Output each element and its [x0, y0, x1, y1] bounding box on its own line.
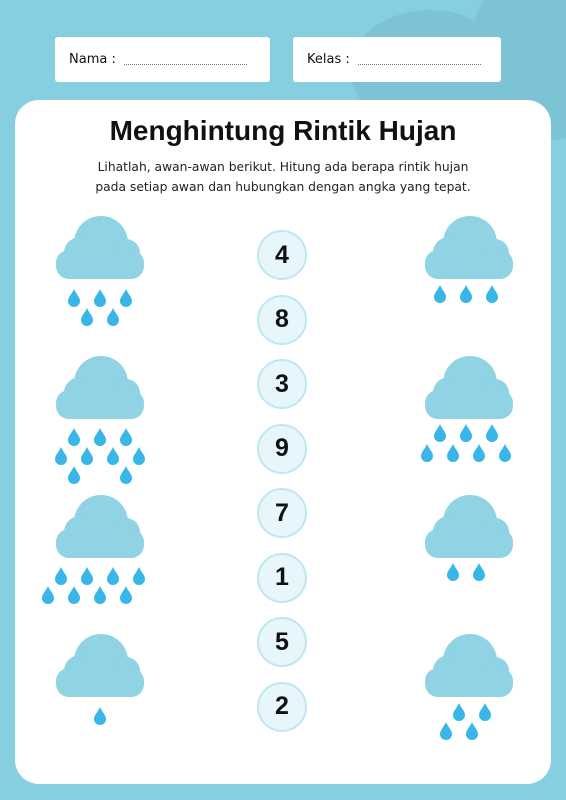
raindrop-icon: [54, 567, 68, 585]
kelas-label: Kelas :: [307, 52, 350, 67]
raindrop-icon: [80, 308, 94, 326]
raindrop-icon: [485, 285, 499, 303]
number-circle[interactable]: 4: [257, 230, 307, 280]
number-circle[interactable]: 1: [257, 553, 307, 603]
raindrop-icon: [433, 285, 447, 303]
raindrop-icon: [93, 586, 107, 604]
raindrop-icon: [446, 444, 460, 462]
left-cloud-icon: [56, 633, 144, 697]
instruction-line: Lihatlah, awan-awan berikut. Hitung ada berapa rintik hujan: [97, 160, 469, 174]
raindrop-icon: [459, 285, 473, 303]
raindrop-icon: [439, 722, 453, 740]
raindrop-icon: [498, 444, 512, 462]
raindrop-icon: [485, 424, 499, 442]
raindrop-icon: [41, 586, 55, 604]
raindrop-icon: [478, 703, 492, 721]
right-cloud-icon: [425, 633, 513, 697]
raindrop-icon: [446, 563, 460, 581]
number-circle[interactable]: 2: [257, 682, 307, 732]
raindrop-icon: [93, 289, 107, 307]
raindrop-icon: [132, 447, 146, 465]
raindrop-icon: [106, 308, 120, 326]
instruction-line: pada setiap awan dan hubungkan dengan angka yang tepat.: [95, 180, 471, 194]
raindrop-icon: [452, 703, 466, 721]
raindrop-icon: [472, 563, 486, 581]
raindrop-icon: [54, 447, 68, 465]
raindrop-icon: [119, 466, 133, 484]
right-cloud-icon: [425, 494, 513, 558]
number-circle[interactable]: 7: [257, 488, 307, 538]
kelas-line[interactable]: [358, 64, 481, 65]
raindrop-icon: [472, 444, 486, 462]
raindrop-icon: [93, 707, 107, 725]
nama-label: Nama :: [69, 52, 116, 67]
number-circle[interactable]: 3: [257, 359, 307, 409]
raindrop-icon: [93, 428, 107, 446]
raindrop-icon: [67, 428, 81, 446]
raindrop-icon: [119, 289, 133, 307]
raindrop-icon: [67, 466, 81, 484]
right-cloud-icon: [425, 355, 513, 419]
raindrop-icon: [420, 444, 434, 462]
number-circle[interactable]: 5: [257, 617, 307, 667]
raindrop-icon: [67, 586, 81, 604]
raindrop-icon: [433, 424, 447, 442]
raindrop-icon: [119, 428, 133, 446]
raindrop-icon: [106, 567, 120, 585]
left-cloud-icon: [56, 215, 144, 279]
number-circle[interactable]: 9: [257, 424, 307, 474]
instructions: [55, 157, 511, 197]
number-circle[interactable]: 8: [257, 295, 307, 345]
raindrop-icon: [80, 447, 94, 465]
raindrop-icon: [459, 424, 473, 442]
nama-field[interactable]: [55, 37, 270, 82]
nama-line[interactable]: [124, 64, 247, 65]
left-cloud-icon: [56, 355, 144, 419]
kelas-field[interactable]: [293, 37, 501, 82]
raindrop-icon: [119, 586, 133, 604]
raindrop-icon: [80, 567, 94, 585]
left-cloud-icon: [56, 494, 144, 558]
raindrop-icon: [67, 289, 81, 307]
worksheet-title: Menghintung Rintik Hujan: [109, 115, 457, 146]
right-cloud-icon: [425, 215, 513, 279]
raindrop-icon: [465, 722, 479, 740]
raindrop-icon: [132, 567, 146, 585]
raindrop-icon: [106, 447, 120, 465]
